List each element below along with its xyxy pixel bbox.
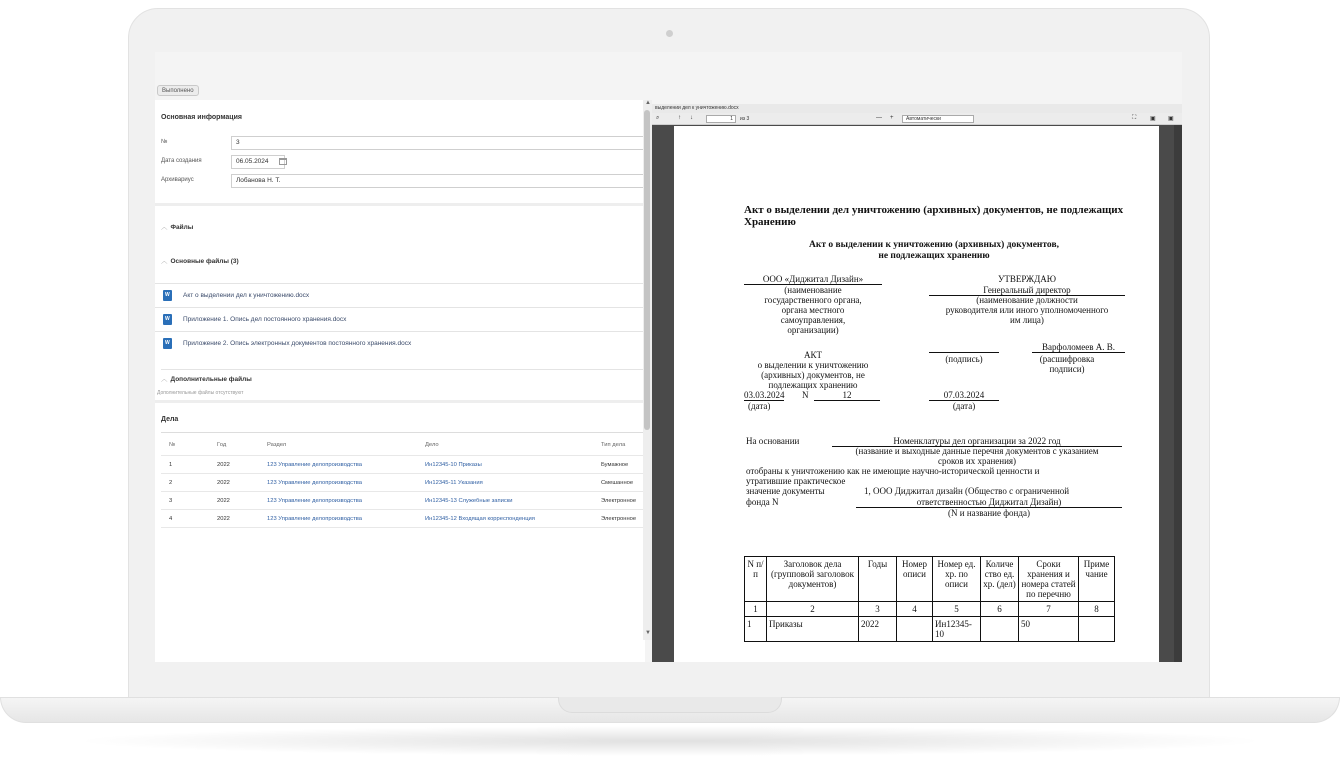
- number-cell: 2: [767, 602, 859, 617]
- laptop-notch: [558, 697, 782, 713]
- archivist-row: [161, 174, 645, 188]
- doc-subheading: не подлежащих хранению: [878, 251, 990, 261]
- date-label: Дата создания: [161, 158, 202, 164]
- main-files-title: Основные файлы (3): [170, 258, 239, 265]
- archivist-label: Архивариус: [161, 177, 194, 183]
- number-cell: 3: [859, 602, 897, 617]
- file-row[interactable]: [155, 283, 645, 307]
- header-cell: N п/п: [745, 557, 767, 602]
- header-cell: Годы: [859, 557, 897, 602]
- next-page-icon[interactable]: ↓: [690, 115, 693, 121]
- word-doc-icon: [163, 338, 172, 349]
- viewer-scrollbar[interactable]: [1174, 125, 1182, 662]
- cell-type: Электронное: [601, 498, 637, 504]
- act-n-label: N: [802, 390, 809, 400]
- number-row: [161, 136, 645, 150]
- file-link[interactable]: Приложение 2. Опись электронных документов постоянного хранения.docx: [183, 340, 412, 347]
- table-row[interactable]: [161, 474, 645, 492]
- camera-dot: [666, 30, 673, 37]
- left-scrollbar[interactable]: [643, 100, 652, 640]
- data-cell: [1079, 617, 1115, 642]
- approve-label: УТВЕРЖДАЮ: [997, 274, 1056, 284]
- app-screen: [155, 52, 1182, 662]
- scroll-down-icon[interactable]: ▼: [645, 630, 651, 636]
- calendar-icon[interactable]: [279, 158, 287, 165]
- cell-number: 3: [169, 498, 173, 504]
- column-header[interactable]: №: [169, 442, 176, 448]
- table-row[interactable]: [161, 492, 645, 510]
- cell-type: Бумажное: [601, 462, 629, 468]
- number-cell: 5: [933, 602, 981, 617]
- number-cell: 4: [897, 602, 933, 617]
- org-caption: организации): [787, 325, 839, 335]
- fund-value: 1, ООО Диджитал дизайн (Общество с ограниченной: [864, 486, 1070, 496]
- table-header-row: [745, 557, 1115, 602]
- number-cell: 6: [981, 602, 1019, 617]
- decoding-caption: подписи): [1049, 364, 1085, 374]
- chevron-up-icon: ︿: [161, 376, 168, 383]
- cell-case-link[interactable]: Ин12345-13 Служебные записки: [425, 498, 513, 504]
- doc-subheading: Акт о выделении к уничтожению (архивных) документов,: [809, 240, 1059, 250]
- header-cell: Номер ед. хр. по описи: [933, 557, 981, 602]
- selected-text: отобраны к уничтожению как не имеющие научно-исторической ценности и: [746, 466, 1040, 476]
- org-caption: (наименование: [784, 285, 842, 295]
- data-cell: Приказы: [767, 617, 859, 642]
- word-doc-icon: [163, 290, 172, 301]
- prev-page-icon[interactable]: ↑: [678, 115, 681, 121]
- file-link[interactable]: Приложение 1. Опись дел постоянного хранения.docx: [183, 316, 347, 323]
- header-cell: Сроки хранения и номера статей по перечню: [1019, 557, 1079, 602]
- table-row[interactable]: [161, 456, 645, 474]
- cell-case-link[interactable]: Ин12345-11 Указания: [425, 480, 483, 486]
- laptop-shadow: [70, 726, 1270, 756]
- scroll-up-icon[interactable]: ▲: [645, 100, 651, 106]
- extra-files-empty: Дополнительные файлы отсутствуют: [157, 390, 244, 396]
- divider: [155, 203, 645, 206]
- act-number: 12: [814, 390, 880, 401]
- cell-year: 2022: [217, 462, 230, 468]
- zoom-in-button[interactable]: +: [890, 115, 894, 121]
- word-doc-icon: [163, 314, 172, 325]
- org-caption: государственного органа,: [764, 295, 862, 305]
- act-date-caption: (дата): [748, 401, 771, 411]
- page-number-input[interactable]: 1: [706, 115, 736, 123]
- act-caption: (архивных) документов, не: [761, 370, 865, 380]
- viewer-toolbar: [652, 113, 1182, 125]
- data-cell: [897, 617, 933, 642]
- extra-files-accordion[interactable]: [161, 369, 645, 383]
- zoom-out-button[interactable]: —: [876, 115, 882, 121]
- zoom-select[interactable]: Автоматически: [902, 115, 974, 123]
- act-caption: подлежащих хранению: [768, 380, 858, 390]
- cell-section-link[interactable]: 123 Управление делопроизводства: [267, 480, 362, 486]
- main-files-accordion[interactable]: [161, 256, 239, 265]
- cell-section-link[interactable]: 123 Управление делопроизводства: [267, 516, 362, 522]
- cell-year: 2022: [217, 498, 230, 504]
- date-row: [161, 155, 645, 169]
- fullscreen-icon[interactable]: ⛶: [1132, 115, 1137, 121]
- director-caption: им лица): [1010, 315, 1044, 325]
- header-cell: Заголовок дела (групповой заголовок документов): [767, 557, 859, 602]
- basis-value: Номенклатуры дел организации за 2022 год: [832, 436, 1122, 447]
- decoding-caption: (расшифровка: [1039, 354, 1095, 364]
- signature-caption: (подпись): [945, 354, 983, 364]
- fund-label: фонда N: [746, 497, 779, 507]
- act-title: АКТ: [804, 350, 822, 360]
- cases-table: [161, 432, 645, 528]
- chevron-up-icon: ︿: [161, 258, 168, 265]
- fund-value: ответственностью Диджитал Дизайн): [856, 497, 1122, 508]
- org-caption: самоуправления,: [780, 315, 846, 325]
- cell-section-link[interactable]: 123 Управление делопроизводства: [267, 498, 362, 504]
- document-page: [674, 126, 1159, 662]
- act-details-panel: [155, 100, 645, 662]
- table-row: [745, 617, 1115, 642]
- basis-caption: (название и выходные данные перечня документов с указанием: [855, 446, 1099, 456]
- download-icon[interactable]: ▣: [1168, 116, 1174, 122]
- cell-case-link[interactable]: Ин12345-10 Приказы: [425, 462, 482, 468]
- number-cell: 8: [1079, 602, 1115, 617]
- basis-caption: сроков их хранения): [937, 456, 1017, 466]
- main-info-title: Основная информация: [161, 114, 242, 121]
- number-label: №: [161, 139, 168, 145]
- doc-heading: Акт о выделении дел уничтожению (архивных) документов, не подлежащих Хранению: [744, 204, 1124, 228]
- files-title: Файлы: [170, 224, 194, 231]
- data-cell: 2022: [859, 617, 897, 642]
- cell-year: 2022: [217, 516, 230, 522]
- act-date: 03.03.2024: [744, 390, 785, 400]
- data-cell: Ин12345-10: [933, 617, 981, 642]
- status-badge: Выполнено: [157, 85, 199, 96]
- cell-case-link[interactable]: Ин12345-12 Входящая корреспонденция: [425, 516, 535, 522]
- page-total: из 3: [740, 116, 750, 122]
- org-caption: органа местного: [781, 305, 845, 315]
- cell-section-link[interactable]: 123 Управление делопроизводства: [267, 462, 362, 468]
- data-cell: 1: [745, 617, 767, 642]
- number-cell: 1: [745, 602, 767, 617]
- data-cell: [981, 617, 1019, 642]
- table-row[interactable]: [161, 510, 645, 528]
- column-header[interactable]: Тип дела: [601, 442, 626, 448]
- table-number-row: [745, 602, 1115, 617]
- chevron-up-icon: ︿: [161, 224, 168, 231]
- signature-line: [929, 342, 999, 353]
- header-cell: Приме чание: [1079, 557, 1115, 602]
- cell-type: Электронное: [601, 516, 637, 522]
- selected-text: утратившие практическое: [746, 476, 846, 486]
- search-icon[interactable]: ⌕: [656, 115, 660, 121]
- org-name: ООО «Диджитал Дизайн»: [744, 274, 882, 285]
- viewer-file-title: выделении дел к уничтожению.docx: [652, 104, 1182, 113]
- table-header: [161, 432, 645, 456]
- file-row[interactable]: [155, 331, 645, 355]
- files-accordion[interactable]: [161, 222, 193, 231]
- basis-label: На основании: [746, 436, 800, 446]
- extra-files-title: Дополнительные файлы: [170, 376, 252, 383]
- column-header[interactable]: Год: [217, 442, 227, 448]
- cases-title: Дела: [161, 416, 179, 423]
- approve-date-caption: (дата): [952, 401, 976, 411]
- act-caption: о выделении к уничтожению: [757, 360, 869, 370]
- fund-caption: (N и название фонда): [948, 508, 1030, 518]
- cases-inventory-table: [744, 556, 1115, 642]
- document-viewer: [652, 104, 1182, 662]
- date-field[interactable]: 06.05.2024: [231, 155, 285, 169]
- director-caption: руководителя или иного уполномоченного: [945, 305, 1109, 315]
- file-row[interactable]: [155, 307, 645, 331]
- archivist-field[interactable]: Лобанова Н. Т.: [231, 174, 645, 188]
- header-cell: Номер описи: [897, 557, 933, 602]
- column-header[interactable]: Дело: [425, 442, 439, 448]
- header-cell: Количе ство ед. хр. (дел): [981, 557, 1019, 602]
- scroll-thumb[interactable]: [644, 110, 650, 430]
- data-cell: 50: [1019, 617, 1079, 642]
- column-header[interactable]: Раздел: [267, 442, 287, 448]
- director-title: Генеральный директор: [929, 285, 1125, 296]
- cell-number: 4: [169, 516, 173, 522]
- divider: [155, 400, 645, 403]
- number-field[interactable]: 3: [231, 136, 645, 150]
- print-icon[interactable]: ▣: [1150, 116, 1156, 122]
- approve-date: 07.03.2024: [929, 390, 999, 401]
- cell-number: 1: [169, 462, 173, 468]
- file-link[interactable]: Акт о выделении дел к уничтожению.docx: [183, 292, 310, 299]
- signer-name: Варфоломеев А. В.: [1032, 342, 1125, 353]
- cell-number: 2: [169, 480, 173, 486]
- director-caption: (наименование должности: [976, 295, 1078, 305]
- number-cell: 7: [1019, 602, 1079, 617]
- cell-year: 2022: [217, 480, 230, 486]
- selected-text: значение документы: [746, 486, 825, 496]
- cell-type: Смешанное: [601, 480, 634, 486]
